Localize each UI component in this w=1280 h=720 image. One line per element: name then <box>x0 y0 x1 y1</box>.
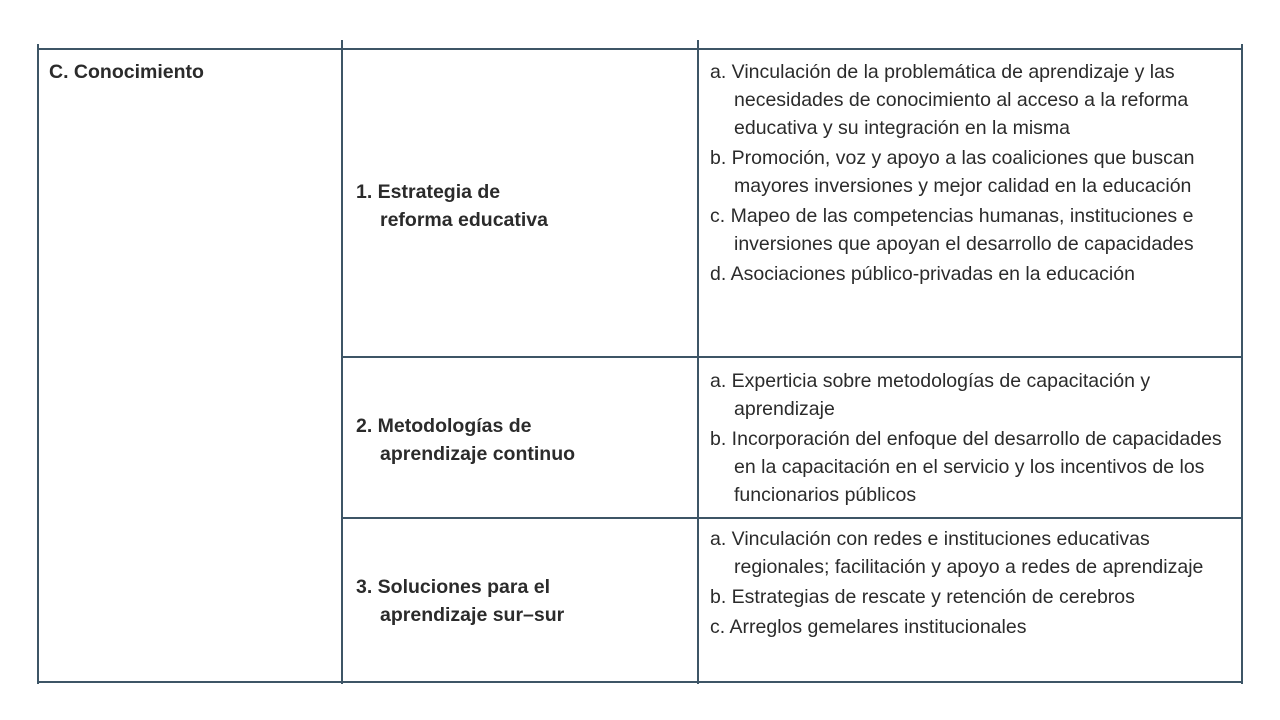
section-title: C. Conocimiento <box>49 61 204 83</box>
strategy-1-items <box>710 58 1235 290</box>
strategy-2 <box>356 412 676 468</box>
table-border-top <box>37 48 1243 50</box>
list-item: a. Experticia sobre metodologías de capacitación y aprendizaje <box>710 370 1151 420</box>
list-item: a. Vinculación de la problemática de aprendizaje y las necesidades de conocimiento al acceso a la reforma educativa y su integración en la misma <box>710 61 1189 139</box>
strategy-3-line-2: aprendizaje sur–sur <box>380 604 565 626</box>
strategy-1-line-1: 1. Estrategia de <box>356 181 501 203</box>
table-border-right <box>1241 44 1243 684</box>
strategy-1 <box>356 178 676 234</box>
row-divider-2 <box>341 517 1243 519</box>
strategy-1-line-2: reforma educativa <box>380 209 548 231</box>
strategy-3-line-1: 3. Soluciones para el <box>356 576 550 598</box>
column-divider-2 <box>697 40 699 684</box>
table-border-bottom <box>37 681 1243 683</box>
strategy-2-line-1: 2. Metodologías de <box>356 415 532 437</box>
list-item: a. Vinculación con redes e instituciones educativas regionales; facilitación y apoyo a redes de aprendizaje <box>710 528 1204 578</box>
strategy-2-line-2: aprendizaje continuo <box>380 443 576 465</box>
strategy-3-items <box>710 525 1235 643</box>
strategy-3 <box>356 573 676 629</box>
list-item: b. Promoción, voz y apoyo a las coaliciones que buscan mayores inversiones y mejor calidad en la educación <box>710 147 1195 197</box>
list-item: b. Incorporación del enfoque del desarrollo de capacidades en la capacitación en el servicio y los incentivos de los funcionarios públicos <box>710 428 1222 506</box>
list-item: c. Arreglos gemelares institucionales <box>710 616 1027 638</box>
strategy-2-items <box>710 367 1235 511</box>
list-item: b. Estrategias de rescate y retención de cerebros <box>710 586 1135 608</box>
table-border-left <box>37 44 39 684</box>
row-divider-1 <box>341 356 1243 358</box>
list-item: d. Asociaciones público-privadas en la educación <box>710 263 1135 285</box>
list-item: c. Mapeo de las competencias humanas, instituciones e inversiones que apoyan el desarrollo de capacidades <box>710 205 1194 255</box>
column-divider-1 <box>341 40 343 684</box>
